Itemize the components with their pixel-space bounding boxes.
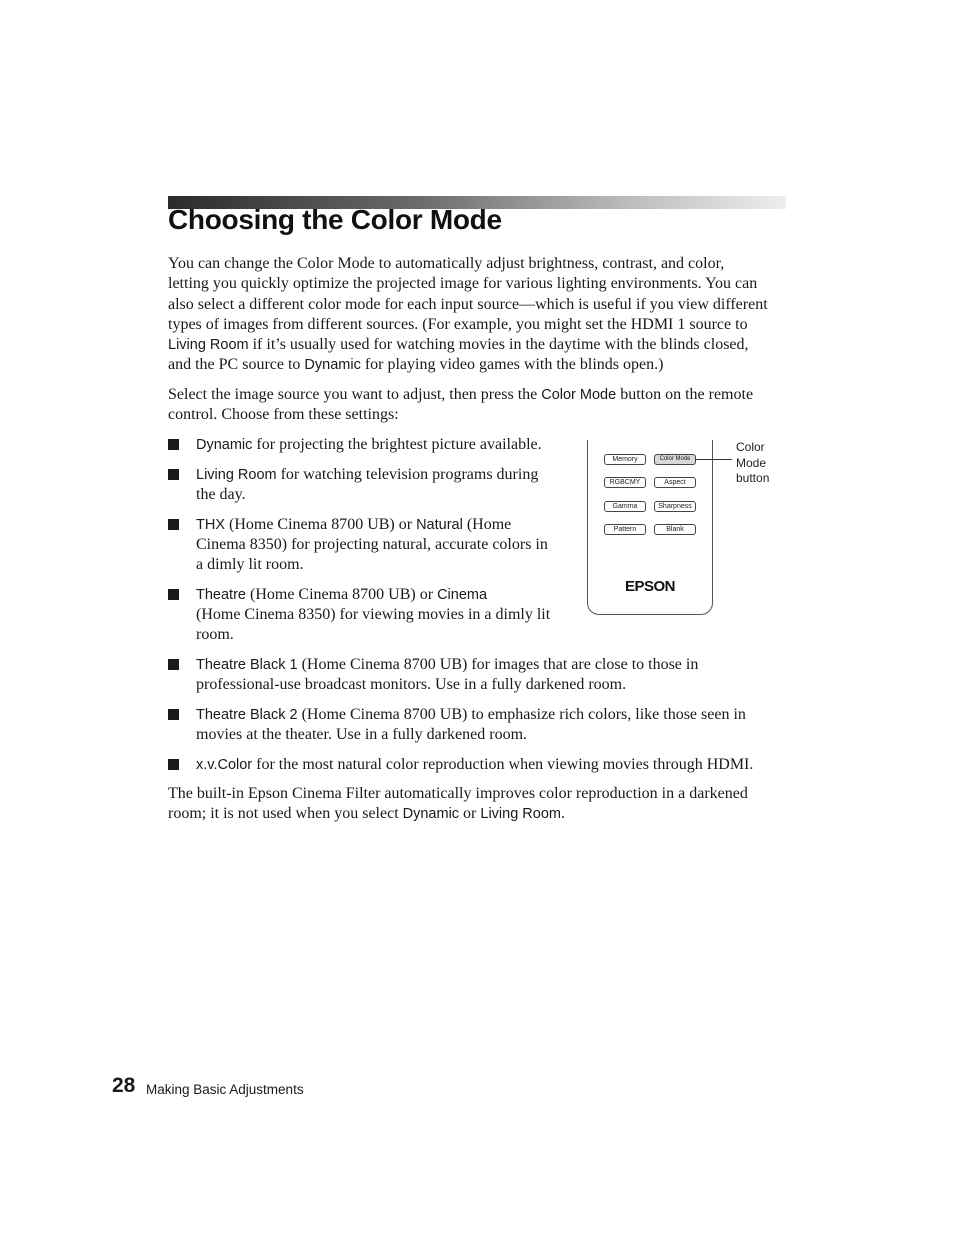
remote-aspect-button: Aspect	[654, 477, 696, 488]
intro-paragraph	[168, 254, 786, 376]
select-text: Select the image source you want to adjust, then press the	[168, 386, 542, 403]
bullet-desc: for the most natural color reproduction when viewing movies through HDMI.	[252, 756, 754, 773]
bullet-text	[196, 585, 550, 645]
setting-name: Cinema	[437, 587, 488, 603]
bullet-living-room	[168, 465, 568, 505]
remote-blank-button: Blank	[654, 524, 696, 535]
bullet-line	[196, 515, 548, 535]
intro-text: if it’s usually used for watching movies in the daytime with the blinds closed,	[248, 336, 749, 354]
epson-logo: EPSON	[625, 578, 676, 595]
intro-line: types of images from different sources. (For example, you might set the HDMI 1 source to	[168, 315, 748, 333]
remote-color-mode-button: Color Mode	[654, 454, 696, 465]
bullet-theatre-black-2	[168, 705, 786, 745]
page-number: 28	[112, 1074, 136, 1097]
bullet-text	[196, 655, 698, 695]
bullet-line: professional-use broadcast monitors. Use in a fully darkened room.	[196, 676, 627, 693]
bullet-marker	[168, 659, 179, 670]
closing-text: or	[459, 805, 481, 823]
remote-gamma-button: Gamma	[604, 501, 646, 512]
bullet-marker	[168, 469, 179, 480]
intro-text: for playing video games with the blinds open.)	[360, 356, 664, 374]
callout-leader-line	[696, 459, 732, 460]
bullet-line: the day.	[196, 486, 246, 503]
setting-name: Dynamic	[304, 357, 361, 374]
bullet-desc: (Home	[462, 516, 512, 533]
bullet-xvcolor	[168, 755, 786, 775]
setting-name: Theatre Black 1	[196, 657, 298, 673]
select-text: button on the remote	[616, 386, 754, 403]
intro-line	[168, 335, 786, 355]
closing-line	[168, 804, 786, 824]
bullet-line	[196, 465, 538, 485]
setting-name: x.v.Color	[196, 757, 253, 773]
bullet-desc: (Home Cinema 8700 UB) or	[245, 586, 438, 603]
bullet-line	[196, 705, 746, 725]
bullet-text	[196, 755, 753, 775]
select-line: control. Choose from these settings:	[168, 406, 399, 424]
intro-line: also select a different color mode for each input source—which is useful if you view different	[168, 295, 768, 313]
intro-text: and the PC source to	[168, 356, 305, 374]
setting-name: THX	[196, 517, 225, 533]
section-title: Making Basic Adjustments	[146, 1082, 304, 1097]
select-paragraph	[168, 385, 786, 426]
closing-text: .	[560, 805, 565, 823]
setting-name: Dynamic	[402, 806, 460, 823]
bullet-line: Cinema 8350) for projecting natural, accurate colors in	[196, 536, 548, 553]
setting-name: Dynamic	[196, 437, 253, 453]
setting-name: Theatre Black 2	[196, 707, 298, 723]
bullet-desc: (Home Cinema 8700 UB) to emphasize rich colors, like those seen in	[297, 706, 746, 723]
callout-line-text: button	[736, 471, 770, 485]
intro-line: letting you quickly optimize the projected image for various lighting environments. You can	[168, 275, 758, 293]
bullet-text	[196, 465, 538, 505]
setting-name: Living Room	[480, 806, 561, 823]
bullet-line: (Home Cinema 8350) for viewing movies in a dimly lit	[196, 606, 551, 623]
closing-text: room; it is not used when you select	[168, 805, 403, 823]
callout-line-text: Color	[736, 440, 765, 454]
bullet-line: room.	[196, 626, 234, 643]
bullet-text	[196, 435, 542, 455]
bullet-marker	[168, 439, 179, 450]
bullet-desc: (Home Cinema 8700 UB) for images that are close to those in	[297, 656, 699, 673]
page-heading: Choosing the Color Mode	[168, 204, 502, 235]
bullet-marker	[168, 759, 179, 770]
button-name: Color Mode	[541, 387, 617, 403]
color-mode-callout	[736, 440, 786, 487]
remote-pattern-button: Pattern	[604, 524, 646, 535]
bullet-line: movies at the theater. Use in a fully darkened room.	[196, 726, 528, 743]
intro-line: You can change the Color Mode to automatically adjust brightness, contrast, and color,	[168, 255, 725, 272]
remote-sharpness-button: Sharpness	[654, 501, 696, 512]
remote-memory-button: Memory	[604, 454, 646, 465]
bullet-marker	[168, 709, 179, 720]
bullet-marker	[168, 519, 179, 530]
setting-name: Theatre	[196, 587, 246, 603]
setting-name: Living Room	[168, 337, 249, 354]
bullet-desc: (Home Cinema 8700 UB) or	[225, 516, 417, 533]
bullet-line	[196, 655, 698, 675]
intro-line	[168, 355, 786, 375]
bullet-desc: for watching television programs during	[276, 466, 539, 483]
closing-line: The built-in Epson Cinema Filter automatically improves color reproduction in a darkened	[168, 785, 748, 802]
bullet-theatre-black-1	[168, 655, 786, 695]
bullet-desc: for projecting the brightest picture available.	[252, 436, 542, 453]
bullet-thx	[168, 515, 568, 575]
select-line	[168, 385, 786, 405]
bullet-marker	[168, 589, 179, 600]
remote-rgbcmy-button: RGBCMY	[604, 477, 646, 488]
bullet-line	[196, 585, 550, 605]
setting-name: Natural	[416, 517, 463, 533]
bullet-theatre	[168, 585, 568, 645]
bullet-text	[196, 705, 746, 745]
closing-paragraph	[168, 784, 786, 825]
bullet-line: a dimly lit room.	[196, 556, 304, 573]
bullet-dynamic	[168, 435, 568, 455]
callout-line-text: Mode	[736, 455, 767, 470]
bullet-text	[196, 515, 548, 575]
setting-name: Living Room	[196, 467, 277, 483]
